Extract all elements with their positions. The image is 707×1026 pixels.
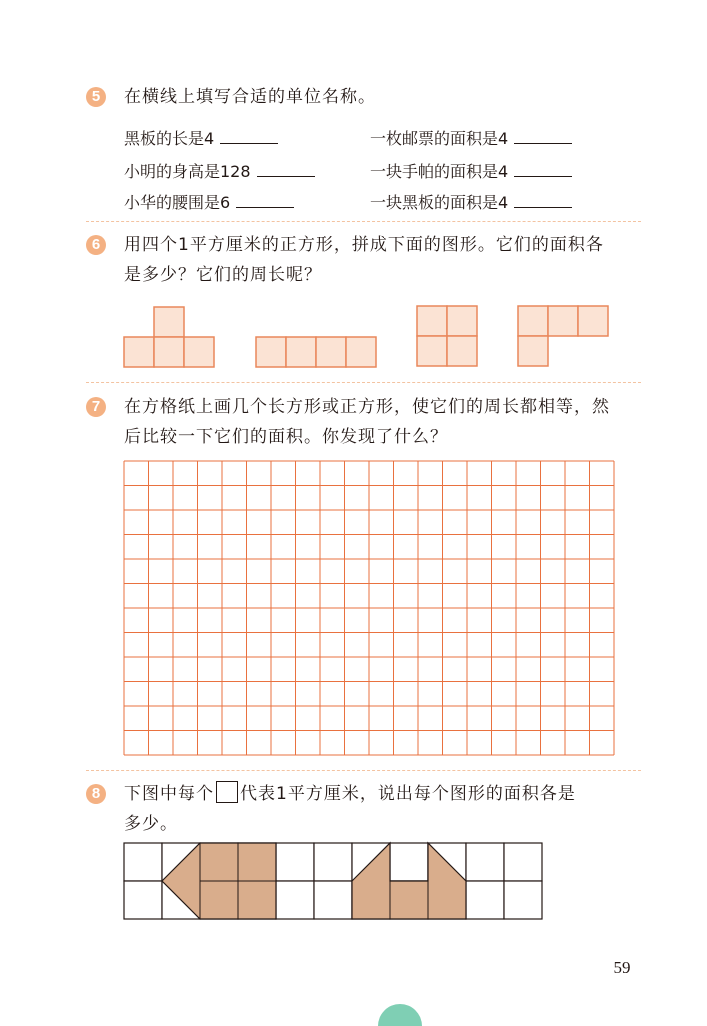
- square-shape-square: [417, 306, 447, 336]
- section-divider: [86, 382, 641, 383]
- page-tab-decoration: [378, 1004, 422, 1026]
- q8-unit-cell: [466, 881, 504, 919]
- t-shape-square: [124, 337, 154, 367]
- l-shape-square: [548, 306, 578, 336]
- q8-unit-cell: [504, 881, 542, 919]
- question-8-badge: 8: [86, 784, 106, 804]
- question-7-line-1: 在方格纸上画几个长方形或正方形，使它们的周长都相等，然: [124, 397, 610, 417]
- fill-item-text: 一块黑板的面积是4: [370, 193, 509, 212]
- q8-figure: [124, 843, 542, 919]
- t-shape-square: [154, 307, 184, 337]
- question-8-line-1: [124, 779, 576, 809]
- square-shape-square: [447, 306, 477, 336]
- q8-unit-cell: [124, 843, 162, 881]
- question-8-text-before: 下图中每个: [124, 784, 214, 804]
- q6-shapes: [0, 0, 707, 400]
- grid-paper[interactable]: [124, 461, 614, 755]
- question-5-prompt: 在横线上填写合适的单位名称。: [124, 87, 376, 107]
- q8-unit-cell: [276, 881, 314, 919]
- line-shape-square: [316, 337, 346, 367]
- square-shape-square: [417, 336, 447, 366]
- question-6-badge: 6: [86, 235, 106, 255]
- fill-item-text: 一块手帕的面积是4: [370, 162, 509, 181]
- t-shape-square: [184, 337, 214, 367]
- fill-item-text: 一枚邮票的面积是4: [370, 129, 509, 148]
- l-shape-square: [518, 306, 548, 336]
- fill-item-text: 黑板的长是4: [124, 129, 215, 148]
- l-shape-square: [578, 306, 608, 336]
- line-shape-square: [286, 337, 316, 367]
- unit-square-icon: [216, 781, 238, 803]
- q8-unit-cell: [466, 843, 504, 881]
- q8-unit-cell: [314, 843, 352, 881]
- line-shape-square: [346, 337, 376, 367]
- page-number: 59: [613, 958, 631, 977]
- section-divider: [86, 770, 641, 771]
- l-shape-square: [518, 336, 548, 366]
- q8-unit-cell: [390, 843, 428, 881]
- question-7-badge: 7: [86, 397, 106, 417]
- question-6-line-1: 用四个1平方厘米的正方形，拼成下面的图形。它们的面积各: [124, 235, 604, 255]
- question-7-line-2: 后比较一下它们的面积。你发现了什么？: [124, 427, 448, 447]
- line-shape-square: [256, 337, 286, 367]
- question-5-badge: 5: [86, 87, 106, 107]
- square-shape-square: [447, 336, 477, 366]
- question-8-line-2: 多少。: [124, 814, 178, 834]
- q8-unit-cell: [504, 843, 542, 881]
- question-6-line-2: 是多少？它们的周长呢？: [124, 265, 322, 285]
- fill-item-text: 小明的身高是128: [124, 162, 251, 181]
- q8-unit-cell: [314, 881, 352, 919]
- fill-item-text: 小华的腰围是6: [124, 193, 231, 212]
- question-8-text-after: 代表1平方厘米，说出每个图形的面积各是: [240, 784, 576, 804]
- q8-unit-cell: [124, 881, 162, 919]
- t-shape-square: [154, 337, 184, 367]
- q8-unit-cell: [276, 843, 314, 881]
